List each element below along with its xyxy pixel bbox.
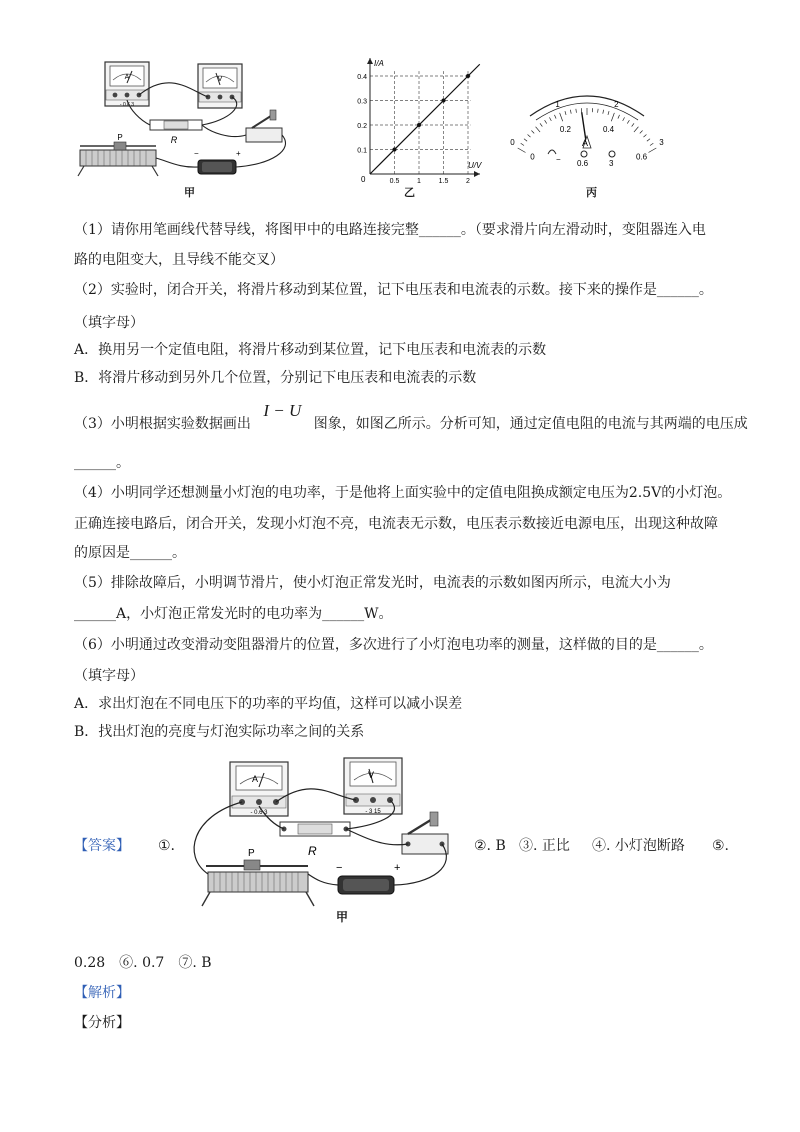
figure-yi-graph [340,52,490,185]
q2-hint: （填字母） [74,315,144,331]
answer-rheostat-icon [202,848,314,906]
y-tick-label: 0.4 [357,74,367,81]
dial-tick [545,120,547,123]
dial-tick [528,134,531,137]
ammeter-dial [512,78,662,168]
meter-unit: A [582,138,589,148]
data-point [417,123,421,127]
answer-line2: 0.28 ⑥. 0.7 ⑦. B [74,955,212,971]
x-tick-label: 1 [417,178,421,185]
q1-line2: 路的电阻变大，且导线不能交叉） [74,252,284,268]
dial-tick [598,109,599,113]
dial-outer-label: 1 [555,100,560,110]
dial-tick [643,134,646,137]
answer-ammeter-icon [230,762,288,816]
dial-tick [540,123,542,126]
switch-icon [246,110,282,142]
voltmeter-icon [198,64,242,108]
q3-suffix: 图象，如图乙所示。分析可知，通过定值电阻的电流与其两端的电压成 [313,416,748,432]
x-tick-label: 1.5 [438,178,449,185]
answer-resistor-label: R [308,844,317,858]
terminal-minus: − [556,155,561,164]
dial-tick [521,143,524,145]
x-tick-label: 0.5 [389,178,400,185]
q4-line3: 的原因是______。 [74,545,186,561]
battery-plus-label: + [236,149,241,158]
resistor-icon [150,120,202,145]
answer-4: ④. 小灯泡断路 [592,838,685,854]
dial-inner-label: 0.6 [635,152,648,162]
series-line [370,64,480,174]
q4-line2: 正确连接电路后，闭合开关，发现小灯泡不亮，电流表无示数，电压表示数接近电源电压，出现这种故障 [74,516,718,532]
q6-option-a: A．求出灯泡在不同电压下的功率的平均值，这样可以减小误差 [74,696,463,712]
voltmeter-letter: V [217,76,223,83]
dial-tick [565,111,566,115]
y-tick-label: 0.3 [357,98,367,106]
answer-switch-icon [402,812,448,854]
answer-voltmeter-terminals: - 3 15 [365,809,381,815]
answer-resistor-icon [280,822,350,858]
data-point [466,74,470,78]
dial-tick [560,113,563,121]
dial-outer-label: 3 [659,138,664,147]
dial-tick [611,113,614,121]
dial-tick [627,120,629,123]
fenxi-tag: 【分析】 [74,1015,130,1031]
battery-icon [194,149,241,174]
figure-jia-circuit [70,50,310,200]
answer-voltmeter-letter: V [368,770,375,780]
answer-circuit-figure [172,756,462,928]
q3-blank: ______。 [74,455,130,471]
answer-figure-caption: 甲 [336,910,349,924]
dial-tick [647,139,650,141]
dial-tick [576,109,577,113]
answer-ammeter-letter: A [252,774,259,784]
x-axis-label: U/V [468,161,482,170]
analysis-tag: 【解析】 [74,985,130,1001]
data-point [442,99,446,103]
q6-hint: （填字母） [74,668,144,684]
dial-tick [632,123,634,126]
dial-tick [608,111,609,115]
answer-battery-minus: − [336,862,343,874]
answer-3: ③. 正比 [519,838,570,854]
dial-tick [650,143,653,145]
y-tick-label: 0.1 [357,147,367,155]
figure-bing-caption: 丙 [586,186,597,199]
resistor-label: R [170,135,178,145]
dial-tick [623,117,625,121]
q3-prefix: （3）小明根据实验数据画出 [74,416,251,432]
rheostat-slider-label: P [117,133,123,142]
answer-battery-icon [336,862,400,894]
dial-tick [648,148,656,153]
dial-tick [603,110,604,114]
answer-ammeter-terminals: - 0.6 3 [250,810,268,816]
q2-option-b: B．将滑片移动到另外几个位置，分别记下电压表和电流表的示数 [74,370,477,386]
dial-tick [570,110,571,114]
meter-terminals [548,150,615,168]
rheostat-icon [78,133,158,176]
ammeter-letter: A [124,74,130,81]
figure-jia-caption: 甲 [184,186,195,199]
dial-inner-label: 0 [530,152,535,162]
q6-line1: （6）小明通过改变滑动变阻器滑片的位置，多次进行了小灯泡电功率的测量，这样做的目的是______。 [74,637,713,653]
dial-tick [554,115,556,119]
data-point [393,148,397,152]
answer-voltmeter-icon [344,758,402,815]
q2-option-a: A．换用另一个定值电阻，将滑片移动到某位置，记下电压表和电流表的示数 [74,342,547,358]
figure-yi-caption: 乙 [404,186,415,199]
i-u-graph [340,52,490,185]
answer-rheostat-slider-label: P [248,848,255,859]
dial-tick [634,127,638,132]
dial-tick [531,130,534,133]
dial-outer-label: 2 [614,100,619,110]
dial-tick [640,130,643,133]
q5-line1: （5）排除故障后，小明调节滑片，使小灯泡正常发光时，电流表的示数如图丙所示，电流大小为 [74,575,671,591]
dial-inner-label: 0.4 [602,124,615,134]
q3-formula: I − U [263,401,302,420]
dial-tick [518,148,526,153]
dial-tick [524,139,527,141]
ammeter-terminals: - 0.6 3 [119,102,135,108]
q5-line2: ______A，小灯泡正常发光时的电功率为______W。 [74,606,393,622]
origin-label: 0 [361,175,366,184]
dial-tick [536,127,540,132]
answer-tag: 【答案】 [74,838,130,854]
terminal-3: 3 [609,159,614,168]
dial-tick [549,117,551,121]
battery-minus-label: − [194,149,199,158]
q6-option-b: B．找出灯泡的亮度与灯泡实际功率之间的关系 [74,724,365,740]
answer-1: ①. [158,838,176,854]
y-axis-label: I/A [374,59,384,68]
answer-5: ⑤. [712,838,730,854]
circuit-diagram-jia [70,50,310,200]
dial-outer-label: 0 [510,138,515,147]
x-axis-arrow [474,171,480,177]
q2-line1: （2）实验时，闭合开关，将滑片移动到某位置，记下电压表和电流表的示数。接下来的操作是______。 [74,282,713,298]
q3-line1 [74,401,748,434]
y-tick-label: 0.2 [357,123,367,130]
dial-tick [618,115,620,119]
dial-inner-label: 0.2 [559,124,572,134]
answer-battery-plus: + [394,862,401,874]
x-tick-label: 2 [466,178,470,185]
q4-line1: （4）小明同学还想测量小灯泡的电功率，于是他将上面实验中的定值电阻换成额定电压为2.5V的小灯泡。 [74,485,732,501]
terminal-06: 0.6 [577,159,589,168]
figure-bing-meter [512,78,662,168]
y-axis-arrow [367,58,373,64]
answer-2: ②. B [474,838,506,854]
q1-line1: （1）请你用笔画线代替导线，将图甲中的电路连接完整______。（要求滑片向左滑动时，变阻器连入电 [74,222,706,238]
answer-circuit-diagram [172,756,462,928]
